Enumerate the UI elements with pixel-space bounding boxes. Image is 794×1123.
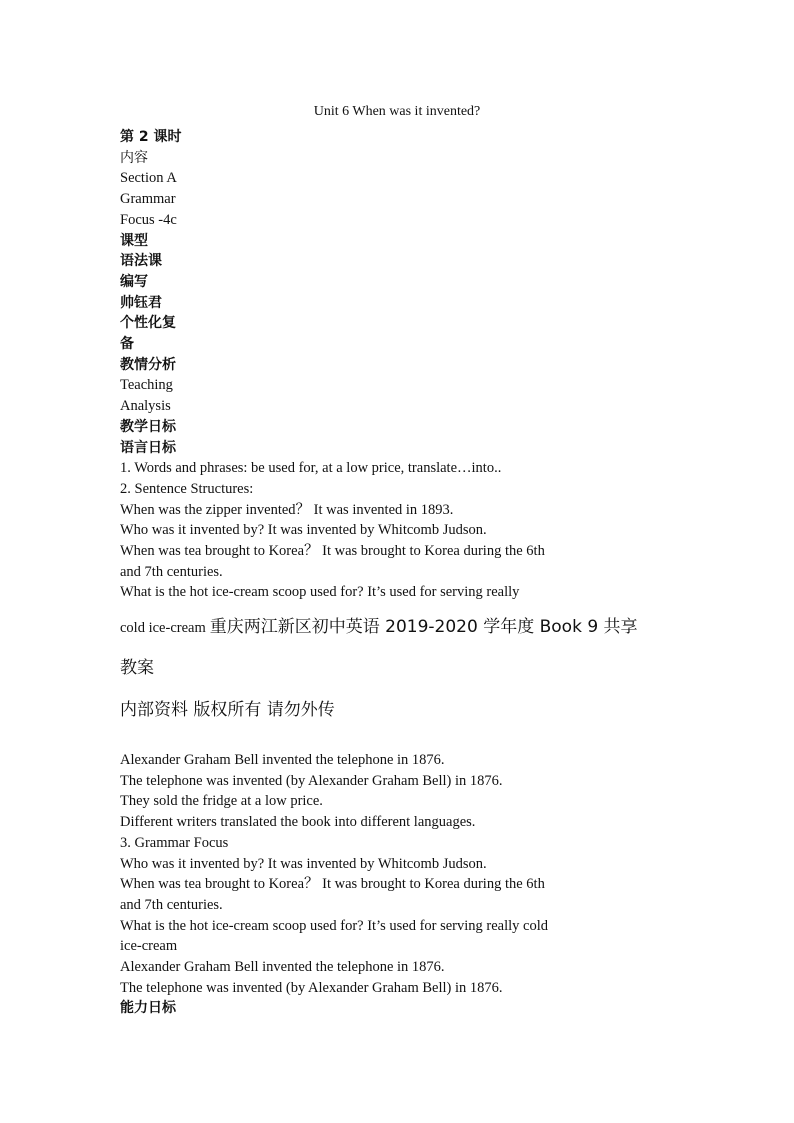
analysis-line-2: Analysis <box>120 398 171 415</box>
grammar-focus-heading: 3. Grammar Focus <box>120 834 229 851</box>
analysis-line-1: Teaching <box>120 377 173 394</box>
example-line: ice-cream <box>120 938 178 955</box>
example-line: and 7th centuries. <box>120 896 223 913</box>
unit-title: Unit 6 When was it invented? <box>313 104 481 119</box>
analysis-label: 教情分析 <box>120 356 176 373</box>
example-line: The telephone was invented (by Alexander Graham Bell) in 1876. <box>120 979 503 996</box>
goal-line: When was the zipper invented？ It was invented in 1893. <box>120 501 454 518</box>
example-line: The telephone was invented (by Alexander Graham Bell) in 1876. <box>120 772 503 789</box>
goal-line: When was tea brought to Korea？ It was brought to Korea during the 6th <box>120 543 545 560</box>
watermark-notice: 内部资料 版权所有 请勿外传 <box>120 700 335 720</box>
example-line: When was tea brought to Korea？ It was brought to Korea during the 6th <box>120 876 545 893</box>
content-label: 内容 <box>120 149 148 166</box>
watermark-jiaoan: 教案 <box>120 658 154 678</box>
example-line: Alexander Graham Bell invented the telephone in 1876. <box>120 959 445 976</box>
goal-line: and 7th centuries. <box>120 563 223 580</box>
goal-line: 1. Words and phrases: be used for, at a low price, translate…into.. <box>120 460 502 477</box>
example-line: Different writers translated the book into different languages. <box>120 814 476 831</box>
example-line: They sold the fridge at a low price. <box>120 793 323 810</box>
examples-block <box>120 750 720 1019</box>
watermark-line <box>120 614 638 641</box>
content-line-3: Focus -4c <box>120 211 177 228</box>
goal-line: What is the hot ice-cream scoop used for? It’s used for serving really <box>120 584 520 601</box>
ability-goal-label: 能力日标 <box>120 1000 176 1017</box>
example-line: What is the hot ice-cream scoop used for? It’s used for serving really cold <box>120 917 549 934</box>
goal-label: 教学日标 <box>120 418 176 435</box>
example-line: Who was it invented by? It was invented by Whitcomb Judson. <box>120 855 487 872</box>
author-label: 编写 <box>120 273 148 290</box>
personal-label-2: 备 <box>120 336 134 353</box>
watermark-title: 重庆两江新区初中英语 2019-2020 学年度 Book 9 共享 <box>209 617 638 637</box>
lesson-period: 第 2 课时 <box>120 129 182 145</box>
type-label: 课型 <box>120 232 148 249</box>
content-line-1: Section A <box>120 170 177 187</box>
content-line-2: Grammar <box>120 191 176 208</box>
author-value: 帅钰君 <box>120 294 162 311</box>
watermark-tail-text: cold ice-cream <box>120 620 206 636</box>
personal-label-1: 个性化复 <box>120 315 176 332</box>
type-value: 语法课 <box>120 253 162 270</box>
example-line: Alexander Graham Bell invented the telephone in 1876. <box>120 752 445 768</box>
lang-goal-label: 语言日标 <box>120 439 176 456</box>
goal-line: Who was it invented by? It was invented by Whitcomb Judson. <box>120 522 487 539</box>
lesson-info-block <box>120 127 720 603</box>
goal-line: 2. Sentence Structures: <box>120 480 254 497</box>
